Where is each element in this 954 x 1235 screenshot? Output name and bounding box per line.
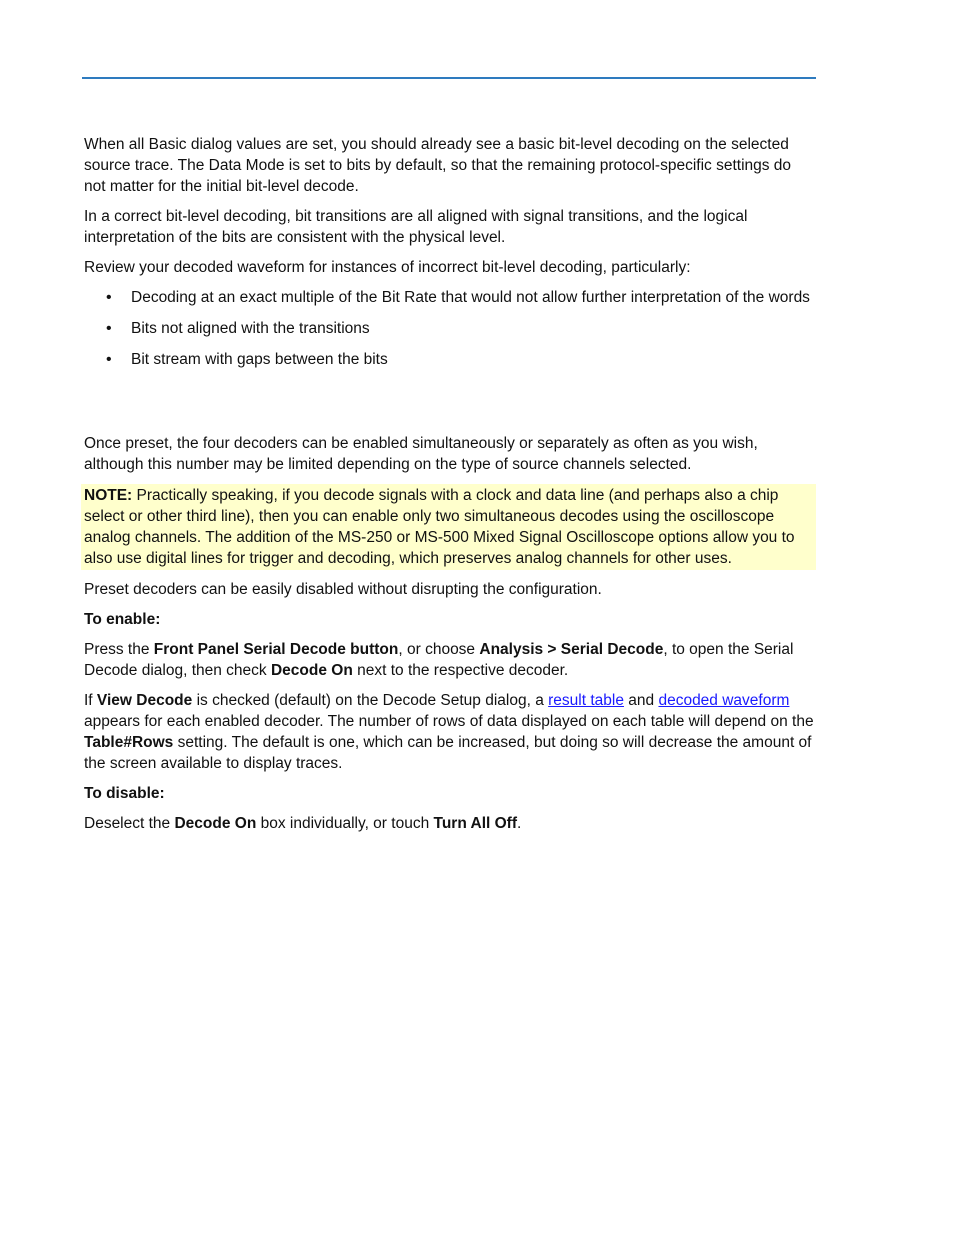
header-rule: [82, 77, 816, 79]
bold-turn-all-off: Turn All Off: [433, 815, 518, 832]
text-run: Deselect the: [84, 815, 175, 832]
text-run: and: [623, 692, 659, 709]
text-run: setting. The default is one, which can be increased, but doing so will decrease the amount of the screen available to display traces.: [84, 734, 812, 772]
text-run: is checked (default) on the Decode Setup dialog, a: [192, 692, 549, 709]
bold-front-panel-button: Front Panel Serial Decode button: [153, 641, 399, 658]
text-run: , to open the Serial Decode dialog, then check: [84, 641, 794, 679]
bold-table-rows: Table#Rows: [84, 734, 174, 751]
heading-to-disable: [84, 783, 816, 804]
paragraph-enable: [84, 639, 816, 681]
text-run: Press the: [84, 641, 154, 658]
decoded-waveform-link[interactable]: decoded waveform: [658, 692, 790, 709]
paragraph-disable-info: Preset decoders can be easily disabled without disrupting the configuration.: [84, 581, 602, 598]
list-item: • Bit stream with gaps between the bits: [131, 349, 816, 370]
heading-to-enable: [84, 609, 816, 630]
heading-to-enable-text: To enable:: [84, 611, 161, 628]
note-text: Practically speaking, if you decode signals with a clock and data line (and perhaps also a chip select or other third line), then you can enable only two simultaneous decodes using the oscilloscope analog channels. The addition of the MS-250 or MS-500 Mixed Signal Oscilloscope options allow you to also use digital lines for trigger and decoding, which preserves analog channels for other uses.: [84, 487, 795, 567]
paragraph-correct-decoding: In a correct bit-level decoding, bit transitions are all aligned with signal transitions, and the logical interpretation of the bits are consistent with the physical level.: [84, 208, 748, 246]
bold-view-decode: View Decode: [96, 692, 193, 709]
text-run: , or choose: [398, 641, 480, 658]
paragraph-disable: [84, 813, 816, 834]
document-body: [84, 134, 816, 843]
bold-decode-on: Decode On: [270, 662, 353, 679]
paragraph-review: Review your decoded waveform for instances of incorrect bit-level decoding, particularly:: [84, 259, 691, 276]
text-run: If: [84, 692, 97, 709]
text-run: .: [517, 815, 522, 832]
paragraph-basic-decoding: When all Basic dialog values are set, you should already see a basic bit-level decoding on the selected source trace. The Data Mode is set to bits by default, so that the remaining protocol-specific settings do not matter for the initial bit-level decode.: [84, 136, 792, 195]
text-run: box individually, or touch: [256, 815, 434, 832]
result-table-link[interactable]: result table: [548, 692, 624, 709]
bold-analysis-menu: Analysis > Serial Decode: [479, 641, 664, 658]
section-gap: [84, 380, 816, 433]
heading-to-disable-text: To disable:: [84, 785, 165, 802]
list-item: • Decoding at an exact multiple of the Bit Rate that would not allow further interpretation of the words: [131, 287, 816, 308]
note-label: NOTE:: [84, 487, 133, 504]
text-run: appears for each enabled decoder. The number of rows of data displayed on each table will depend on the: [84, 713, 814, 730]
paragraph-view-decode: [84, 690, 816, 774]
paragraph-preset-decoders: Once preset, the four decoders can be enabled simultaneously or separately as often as you wish, although this number may be limited depending on the type of source channels selected.: [84, 435, 758, 473]
list-item: • Bits not aligned with the transitions: [131, 318, 816, 339]
bold-decode-on: Decode On: [174, 815, 257, 832]
bullet-list: [84, 287, 816, 370]
note-block: [81, 484, 816, 570]
text-run: next to the respective decoder.: [352, 662, 569, 679]
